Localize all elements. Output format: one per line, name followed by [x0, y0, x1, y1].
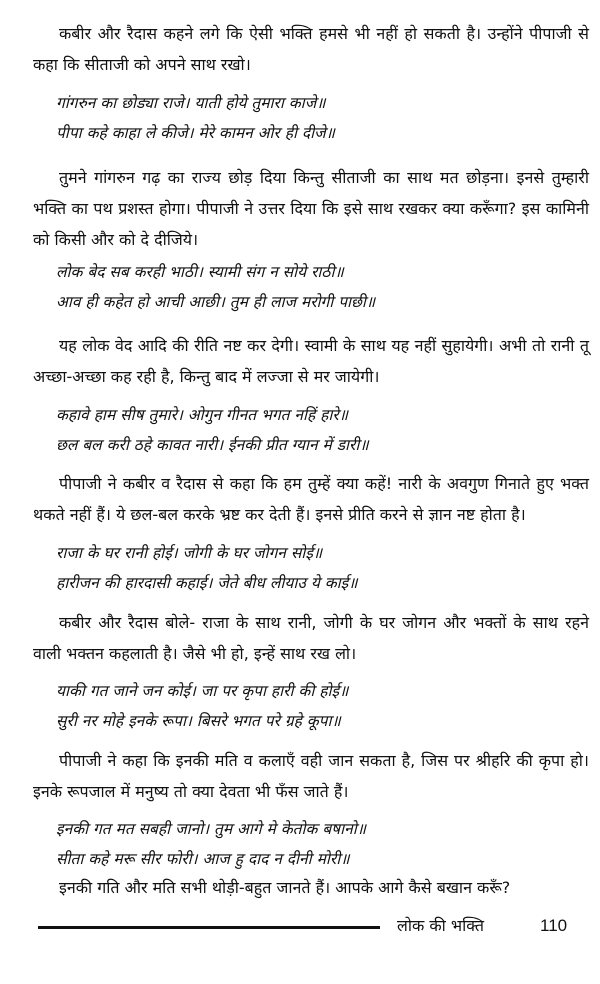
verse-6 — [56, 814, 576, 874]
paragraph-7: इनकी गति और मति सभी थोड़ी-बहुत जानते हैं। आपके आगे कैसे बखान करूँ? — [59, 878, 511, 897]
paragraph-4: पीपाजी ने कबीर व रैदास से कहा कि हम तुम्हें क्या कहें! नारी के अवगुण गिनाते हुए भक्त थकते नहीं हैं। ये छल-बल करके भ्रष्ट कर देती हैं। इनसे प्रीति करने से ज्ञान नष्ट होता है। — [33, 474, 589, 524]
paragraph-5: कबीर और रैदास बोले- राजा के साथ रानी, जोगी के घर जोगन और भक्तों के साथ रहने वाली भक्तन कहलाती है। जैसे भी हो, इन्हें साथ रख लो। — [33, 613, 589, 663]
footer-rule — [38, 926, 380, 929]
verse-4 — [56, 538, 576, 598]
paragraph-1: कबीर और रैदास कहने लगे कि ऐसी भक्ति हमसे भी नहीं हो सकती है। उन्होंने पीपाजी से कहा कि सीताजी को अपने साथ रखो। — [33, 24, 589, 74]
paragraph-6: पीपाजी ने कहा कि इनकी मति व कलाएँ वही जान सकता है, जिस पर श्रीहरि की कृपा हो। इनके रूपजाल में मनुष्य तो क्या देवता भी फँस जाते हैं। — [33, 751, 589, 801]
verse-4-line-2: हारीजन की हारदासी कहाई। जेते बीध लीयाउ ये काई॥ — [56, 574, 358, 592]
running-footer-title: लोक की भक्ति — [397, 916, 484, 935]
verse-4-line-1: राजा के घर रानी होई। जोगी के घर जोगन सोई॥ — [56, 544, 323, 562]
verse-5-line-1: याकी गत जाने जन कोई। जा पर कृपा हारी की होई॥ — [56, 682, 349, 700]
verse-1-line-1: गांगरुन का छोड्या राजे। याती होये तुमारा काजे॥ — [56, 94, 326, 112]
verse-3-line-1: कहावे हाम सीष तुमारे। ओगुन गीनत भगत नहिं हारे॥ — [56, 406, 349, 424]
verse-2 — [56, 257, 576, 317]
paragraph-2: तुमने गांगरुन गढ़ का राज्य छोड़ दिया किन्तु सीताजी का साथ मत छोड़ना। इनसे तुम्हारी भक्ति का पथ प्रशस्त होगा। पीपाजी ने उत्तर दिया कि इसे साथ रखकर क्या करूँगा? इस कामिनी को किसी और को दे दीजिये। — [33, 168, 589, 249]
paragraph-3: यह लोक वेद आदि की रीति नष्ट कर देगी। स्वामी के साथ यह नहीं सुहायेगी। अभी तो रानी तू अच्छा-अच्छा कह रही है, किन्तु बाद में लज्जा से मर जायेगी। — [33, 336, 589, 386]
verse-5-line-2: सुरी नर मोहे इनके रूपा। बिसरे भगत परे ग्रहे कूपा॥ — [56, 712, 341, 730]
page-number: 110 — [540, 916, 568, 935]
verse-3 — [56, 400, 576, 460]
verse-3-line-2: छल बल करी ठहे कावत नारी। ईनकी प्रीत ग्यान में डारी॥ — [56, 436, 369, 454]
verse-1 — [56, 88, 576, 148]
verse-2-line-2: आव ही कहेत हो आची आछी। तुम ही लाज मरोगी पाछी॥ — [56, 293, 376, 311]
verse-6-line-2: सीता कहे मरू सीर फोरी। आज हु दाद न दीनी मोरी॥ — [56, 850, 350, 868]
verse-1-line-2: पीपा कहे काहा ले कीजे। मेरे कामन ओर ही दीजे॥ — [56, 124, 335, 142]
verse-2-line-1: लोक बेद सब करही भाठी। स्यामी संग न सोये राठी॥ — [56, 263, 344, 281]
verse-5 — [56, 676, 576, 736]
verse-6-line-1: इनकी गत मत सबही जानो। तुम आगे मे केतोक बषानो॥ — [56, 820, 367, 838]
